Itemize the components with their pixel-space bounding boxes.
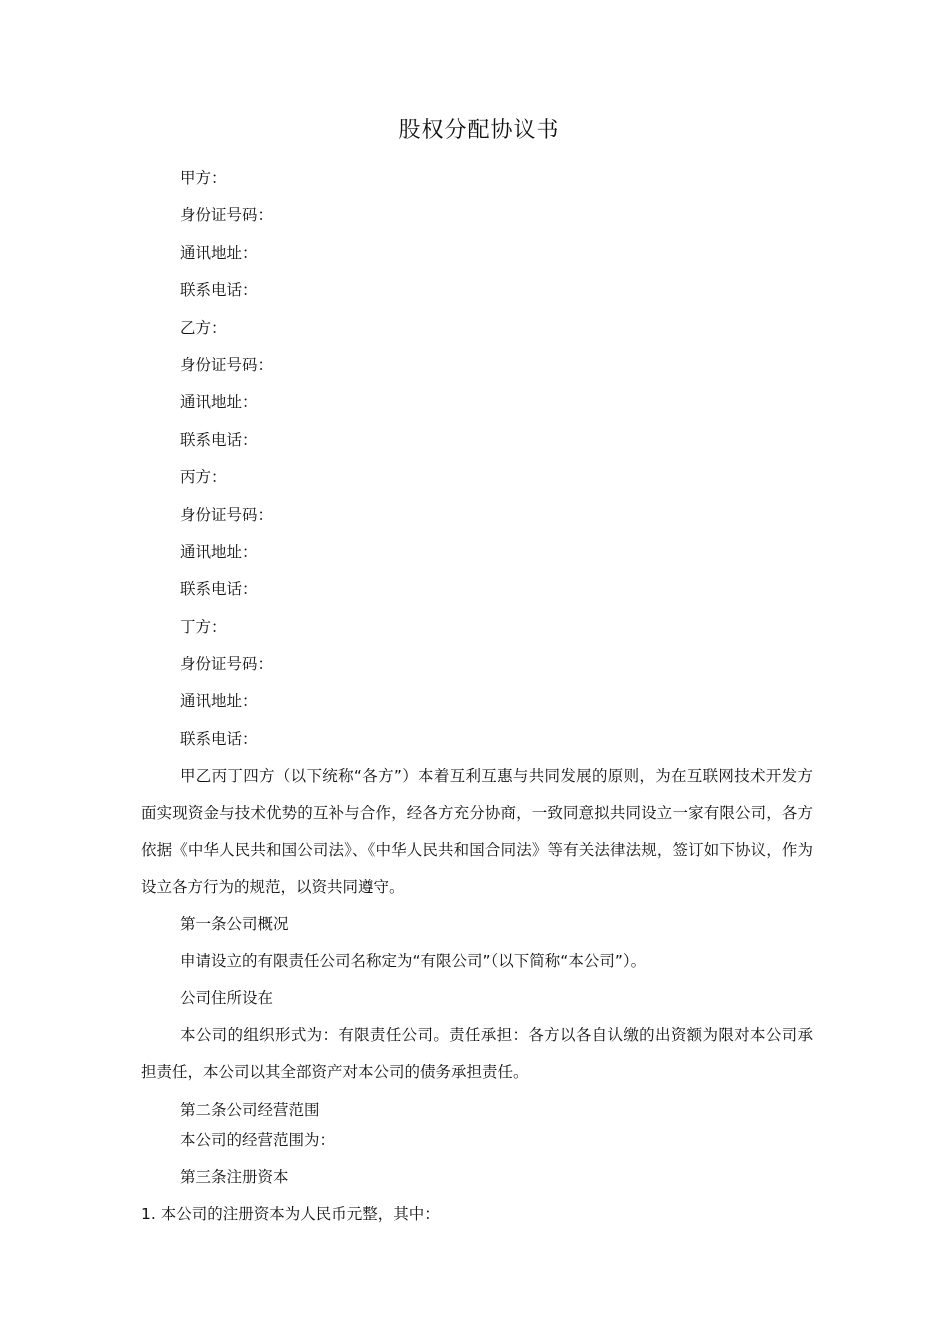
article1-company-form: 本公司的组织形式为：有限责任公司。责任承担：各方以各自认缴的出资额为限对本公司承担责任，本公司以其全部资产对本公司的债务承担责任。 <box>141 1026 813 1081</box>
party-b-label: 乙方： <box>180 318 227 337</box>
party-b-address-label: 通讯地址： <box>180 393 258 412</box>
party-c-label: 丙方： <box>180 468 227 487</box>
party-a-label: 甲方： <box>180 169 227 187</box>
article3-heading: 第三条注册资本 <box>180 1168 289 1186</box>
party-a-phone-label: 联系电话： <box>180 281 258 300</box>
party-d-id-label: 身份证号码： <box>180 655 274 674</box>
party-a-id-label: 身份证号码： <box>180 206 274 225</box>
party-fields <box>180 165 780 763</box>
party-d-label: 丁方： <box>180 617 227 636</box>
document-title: 股权分配协议书 <box>398 118 560 143</box>
party-b-phone-label: 联系电话： <box>180 430 258 449</box>
party-c-address-label: 通讯地址： <box>180 542 258 561</box>
party-a-address-label: 通讯地址： <box>180 243 258 262</box>
article1-company-address: 公司住所设在 <box>180 989 274 1007</box>
article1-heading: 第一条公司概况 <box>180 915 289 933</box>
article2-heading: 第二条公司经营范围 <box>180 1101 320 1119</box>
party-d-address-label: 通讯地址： <box>180 692 258 711</box>
party-c-id-label: 身份证号码： <box>180 505 274 524</box>
intro-paragraph: 甲乙丙丁四方（以下统称“各方”）本着互利互惠与共同发展的原则，为在互联网技术开发方面实现资金与技术优势的互补与合作，经各方充分协商，一致同意拟共同设立一家有限公司，各方依据《中华人民共和国公司法》、《中华人民共和国合同法》等有关法律法规，签订如下协议，作为设立各方行为的规范，以资共同遵守。 <box>141 767 813 896</box>
article1-company-name: 申请设立的有限责任公司名称定为“有限公司”（以下简称“本公司”）。 <box>180 952 647 970</box>
article2-business-scope: 本公司的经营范围为： <box>180 1131 336 1149</box>
party-c-phone-label: 联系电话： <box>180 580 258 599</box>
party-d-phone-label: 联系电话： <box>180 729 258 748</box>
party-b-id-label: 身份证号码： <box>180 355 274 374</box>
article3-item-1: 1. 本公司的注册资本为人民币元整，其中： <box>141 1205 440 1223</box>
